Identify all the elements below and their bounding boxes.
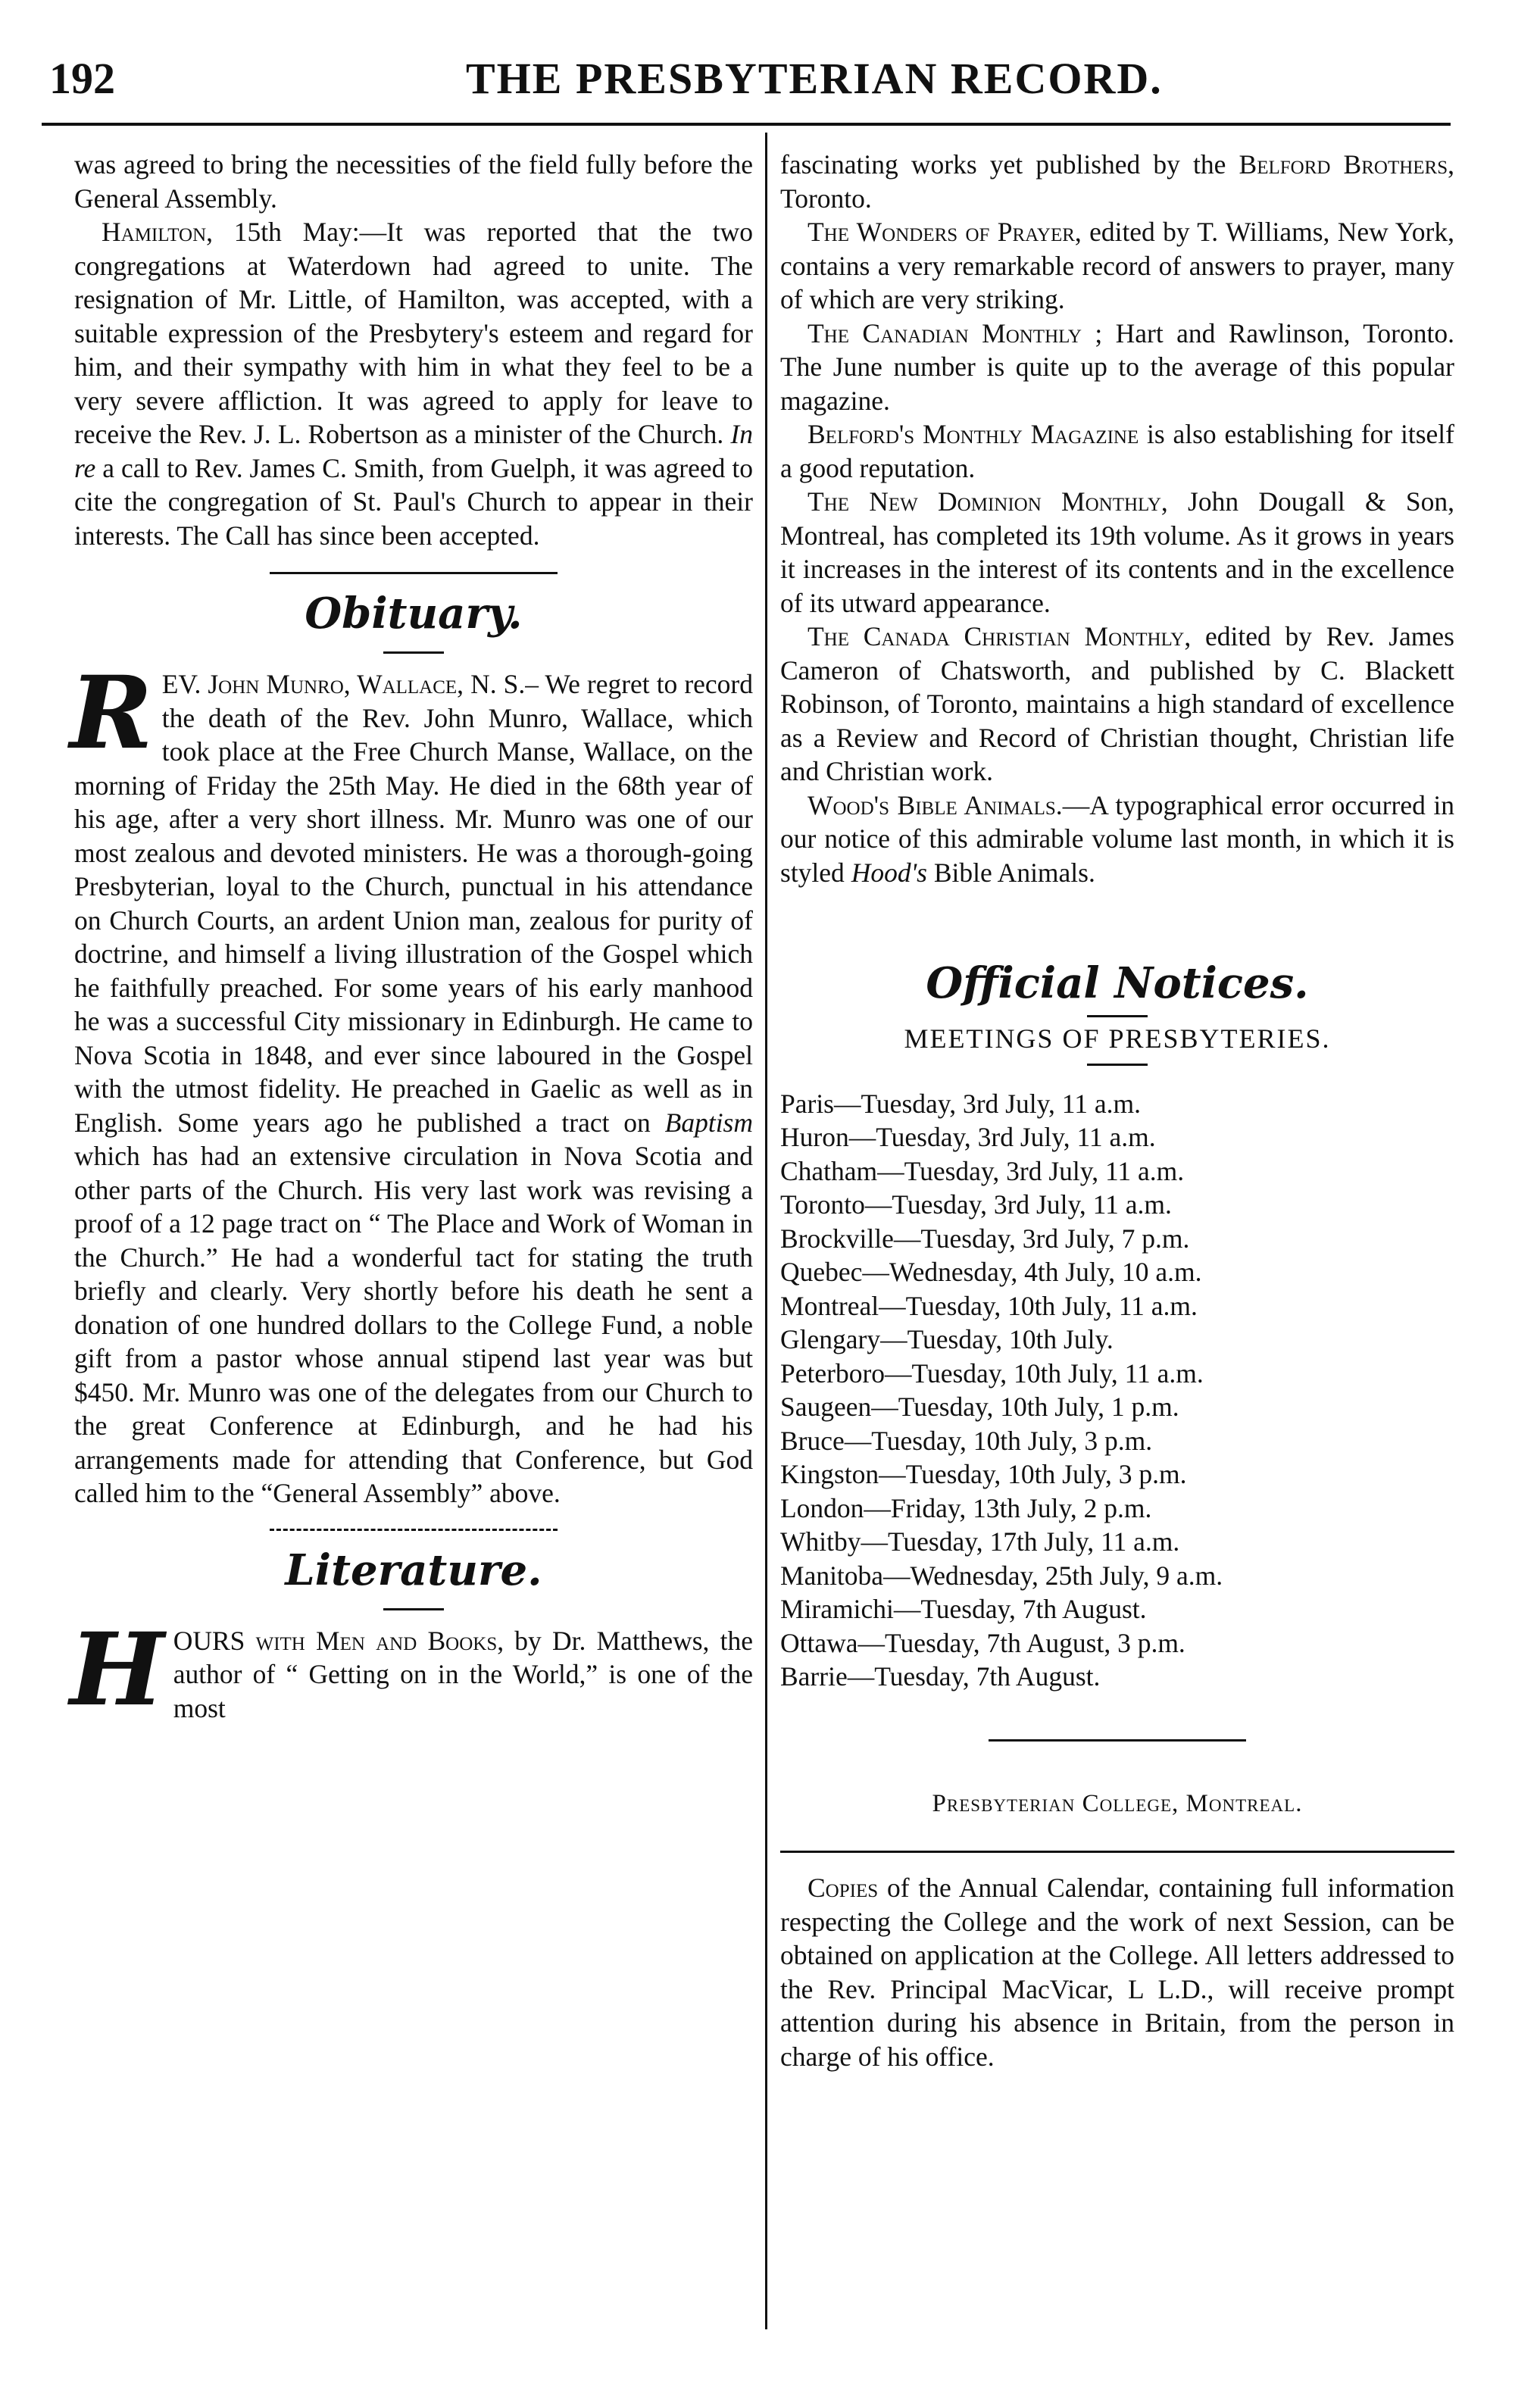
right-column xyxy=(780,148,1454,2073)
review-title: The Canada Christian Monthly, xyxy=(807,621,1192,651)
review-title: The Wonders of Prayer, xyxy=(807,217,1082,247)
hamilton-report xyxy=(74,215,753,552)
text: Bible Animals. xyxy=(926,857,1095,888)
review-item xyxy=(780,789,1454,890)
text: fascinating works yet published by the xyxy=(780,149,1226,180)
meeting-item: Bruce—Tuesday, 10th July, 3 p.m. xyxy=(780,1425,1153,1456)
college-notice xyxy=(780,1871,1454,2073)
meeting-item: Montreal—Tuesday, 10th July, 11 a.m. xyxy=(780,1290,1198,1321)
review-title: Belford's Monthly Magazine xyxy=(807,419,1139,449)
column-divider xyxy=(765,133,767,2329)
meeting-item: Chatham—Tuesday, 3rd July, 11 a.m. xyxy=(780,1155,1185,1186)
meeting-item: Glengary—Tuesday, 10th July. xyxy=(780,1324,1114,1354)
text: John Dougall & Son, Montreal, has completed its 19th volume. As it grows in years it increases in the interest of its contents and in the excellence of its utward appearance. xyxy=(780,486,1454,618)
text: —A typographical error occurred in our notice of this admirable volume last month, in which it is styled xyxy=(780,789,1454,888)
meeting-item: Barrie—Tuesday, 7th August. xyxy=(780,1661,1101,1692)
lead-word: Hamilton, xyxy=(102,217,214,247)
short-rule xyxy=(383,651,444,654)
publisher: Belford Brothers, xyxy=(1239,149,1454,180)
paragraph: was agreed to bring the necessities of the field fully before the General Assembly. xyxy=(74,149,753,214)
short-rule xyxy=(383,1608,444,1610)
italic-text: In re xyxy=(74,419,753,483)
text: edited by Rev. James Cameron of Chatsworth, and published by C. Blackett Robinson, of Toronto, maintains a high standard of excellence as a Review and Record of Christian thought, Christian life and Christian work. xyxy=(780,621,1454,786)
page-header xyxy=(42,45,1451,121)
review-item xyxy=(780,317,1454,418)
meeting-item: Whitby—Tuesday, 17th July, 11 a.m. xyxy=(780,1526,1180,1557)
section-rule xyxy=(270,572,558,574)
obituary-heading: Obituary. xyxy=(305,589,523,639)
meetings-list xyxy=(780,1087,1454,1694)
drop-cap: R xyxy=(70,654,153,772)
meeting-item: Toronto—Tuesday, 3rd July, 11 a.m. xyxy=(780,1189,1172,1220)
text: – We regret to record the death of the Rev. John Munro, Wallace, which took place at the Free Church Manse, Wallace, on the morning of Friday the 25th May. He died in the 68th year of his age, after a very short illness. Mr. Munro was one of our most zealous and devoted ministers. He was a thorough-going Presbyterian, loyal to the Church, punctual in his attendance on Church Courts, an ardent Union man, zealous for purity of doctrine, and himself a living illustration of the Gospel which he faithfully preached. For some years of his early manhood he was a successful City missionary in Edinburgh. He came to Nova Scotia in 1848, and ever since laboured in the Gospel with the utmost fidelity. He preached in Gaelic as well as in English. Some years ago he published a tract on xyxy=(74,669,754,1138)
college-heading: Presbyterian College, Montreal. xyxy=(932,1789,1303,1817)
meeting-item: London—Friday, 13th July, 2 p.m. xyxy=(780,1492,1152,1523)
meeting-item: Kingston—Tuesday, 10th July, 3 p.m. xyxy=(780,1459,1187,1489)
obituary-text xyxy=(70,654,754,1510)
meeting-item: Huron—Tuesday, 3rd July, 11 a.m. xyxy=(780,1122,1156,1152)
paragraph xyxy=(780,148,1454,215)
italic-text: Baptism xyxy=(664,1107,754,1138)
full-rule xyxy=(780,1851,1454,1853)
short-rule xyxy=(1087,1064,1148,1066)
header-rule xyxy=(42,123,1451,126)
review-item xyxy=(780,620,1454,789)
meeting-item: Miramichi—Tuesday, 7th August. xyxy=(780,1594,1147,1624)
text: edited by T. Williams, New York, contains a very remarkable record of answers to prayer, many of which are very striking. xyxy=(780,217,1454,314)
left-column xyxy=(70,148,754,1729)
literature-text xyxy=(70,1610,753,1729)
lead-word: Copies xyxy=(807,1873,879,1903)
text: Toronto. xyxy=(780,183,872,214)
lead-words: EV. John Munro, Wallace, N. S. xyxy=(161,669,526,699)
official-notices-heading: Official Notices. xyxy=(926,958,1309,1008)
spacer xyxy=(780,889,1454,944)
page-number: 192 xyxy=(49,54,115,103)
text: of the Annual Calendar, containing full information respecting the College and the work of next Session, can be obtained on application at the College. All letters addressed to the Rev. Principal MacVicar, L L.D., will receive prompt attention during his absence in Britain, from the person in charge of his office. xyxy=(780,1873,1454,2072)
text: 15th May:—It was reported that the two congregations at Waterdown had agreed to unite. The resignation of Mr. Little, of Hamilton, was accepted, with a suitable expression of the Presbytery's esteem and regard for him, and their sympathy with him in what they feel to be a very severe affliction. It was agreed to apply for leave to receive the Rev. J. L. Robertson as a minister of the Church. xyxy=(74,217,753,449)
meeting-item: Manitoba—Wednesday, 25th July, 9 a.m. xyxy=(780,1560,1223,1591)
text: a call to Rev. James C. Smith, from Guelph, it was agreed to cite the congregation of St. Paul's Church to appear in their interests. The Call has since been accepted. xyxy=(74,452,753,551)
text: is also establishing for itself a good reputation. xyxy=(780,419,1454,483)
review-item xyxy=(780,417,1454,485)
meeting-item: Paris—Tuesday, 3rd July, 11 a.m. xyxy=(780,1088,1141,1119)
review-item xyxy=(780,485,1454,620)
literature-heading: Literature. xyxy=(285,1545,542,1595)
meeting-item: Ottawa—Tuesday, 7th August, 3 p.m. xyxy=(780,1627,1185,1658)
text: by Dr. Matthews, the author of “ Getting on in the World,” is one of the most xyxy=(173,1625,753,1723)
text: ; Hart and Rawlinson, Toronto. The June number is quite up to the average of this popular magazine. xyxy=(780,317,1454,416)
italic-text: Hood's xyxy=(851,857,927,888)
drop-cap: H xyxy=(70,1610,164,1729)
section-rule xyxy=(989,1739,1246,1742)
meeting-item: Peterboro—Tuesday, 10th July, 11 a.m. xyxy=(780,1357,1204,1389)
text: which has had an extensive circulation in Nova Scotia and other parts of the Church. His very last work was revising a proof of a 12 page tract on “ The Place and Work of Woman in the Church.” He had a wonderful tact for stating the truth briefly and clearly. Very shortly before his death he sent a donation of one hundred dollars to the College Fund, a noble gift from a pastor whose annual stipend last year was but $450. Mr. Munro was one of the delegates from our Church to the great Conference at Edinburgh, and he had his arrangements made for attending that Conference, but God called him to the “General Assembly” above. xyxy=(74,1141,753,1508)
running-title: THE PRESBYTERIAN RECORD. xyxy=(466,54,1163,103)
review-item xyxy=(780,215,1454,317)
review-title: The New Dominion Monthly, xyxy=(807,486,1168,517)
meeting-item: Brockville—Tuesday, 3rd July, 7 p.m. xyxy=(780,1223,1190,1254)
meetings-title: MEETINGS OF PRESBYTERIES. xyxy=(904,1023,1331,1054)
meeting-item: Quebec—Wednesday, 4th July, 10 a.m. xyxy=(780,1257,1202,1287)
meeting-item: Saugeen—Tuesday, 10th July, 1 p.m. xyxy=(780,1392,1179,1422)
section-rule xyxy=(270,1529,558,1531)
review-title: The Canadian Monthly xyxy=(807,317,1082,348)
review-title: Wood's Bible Animals. xyxy=(807,789,1063,820)
lead-words: OURS with Men and Books, xyxy=(173,1625,504,1656)
short-rule xyxy=(1087,1015,1148,1017)
